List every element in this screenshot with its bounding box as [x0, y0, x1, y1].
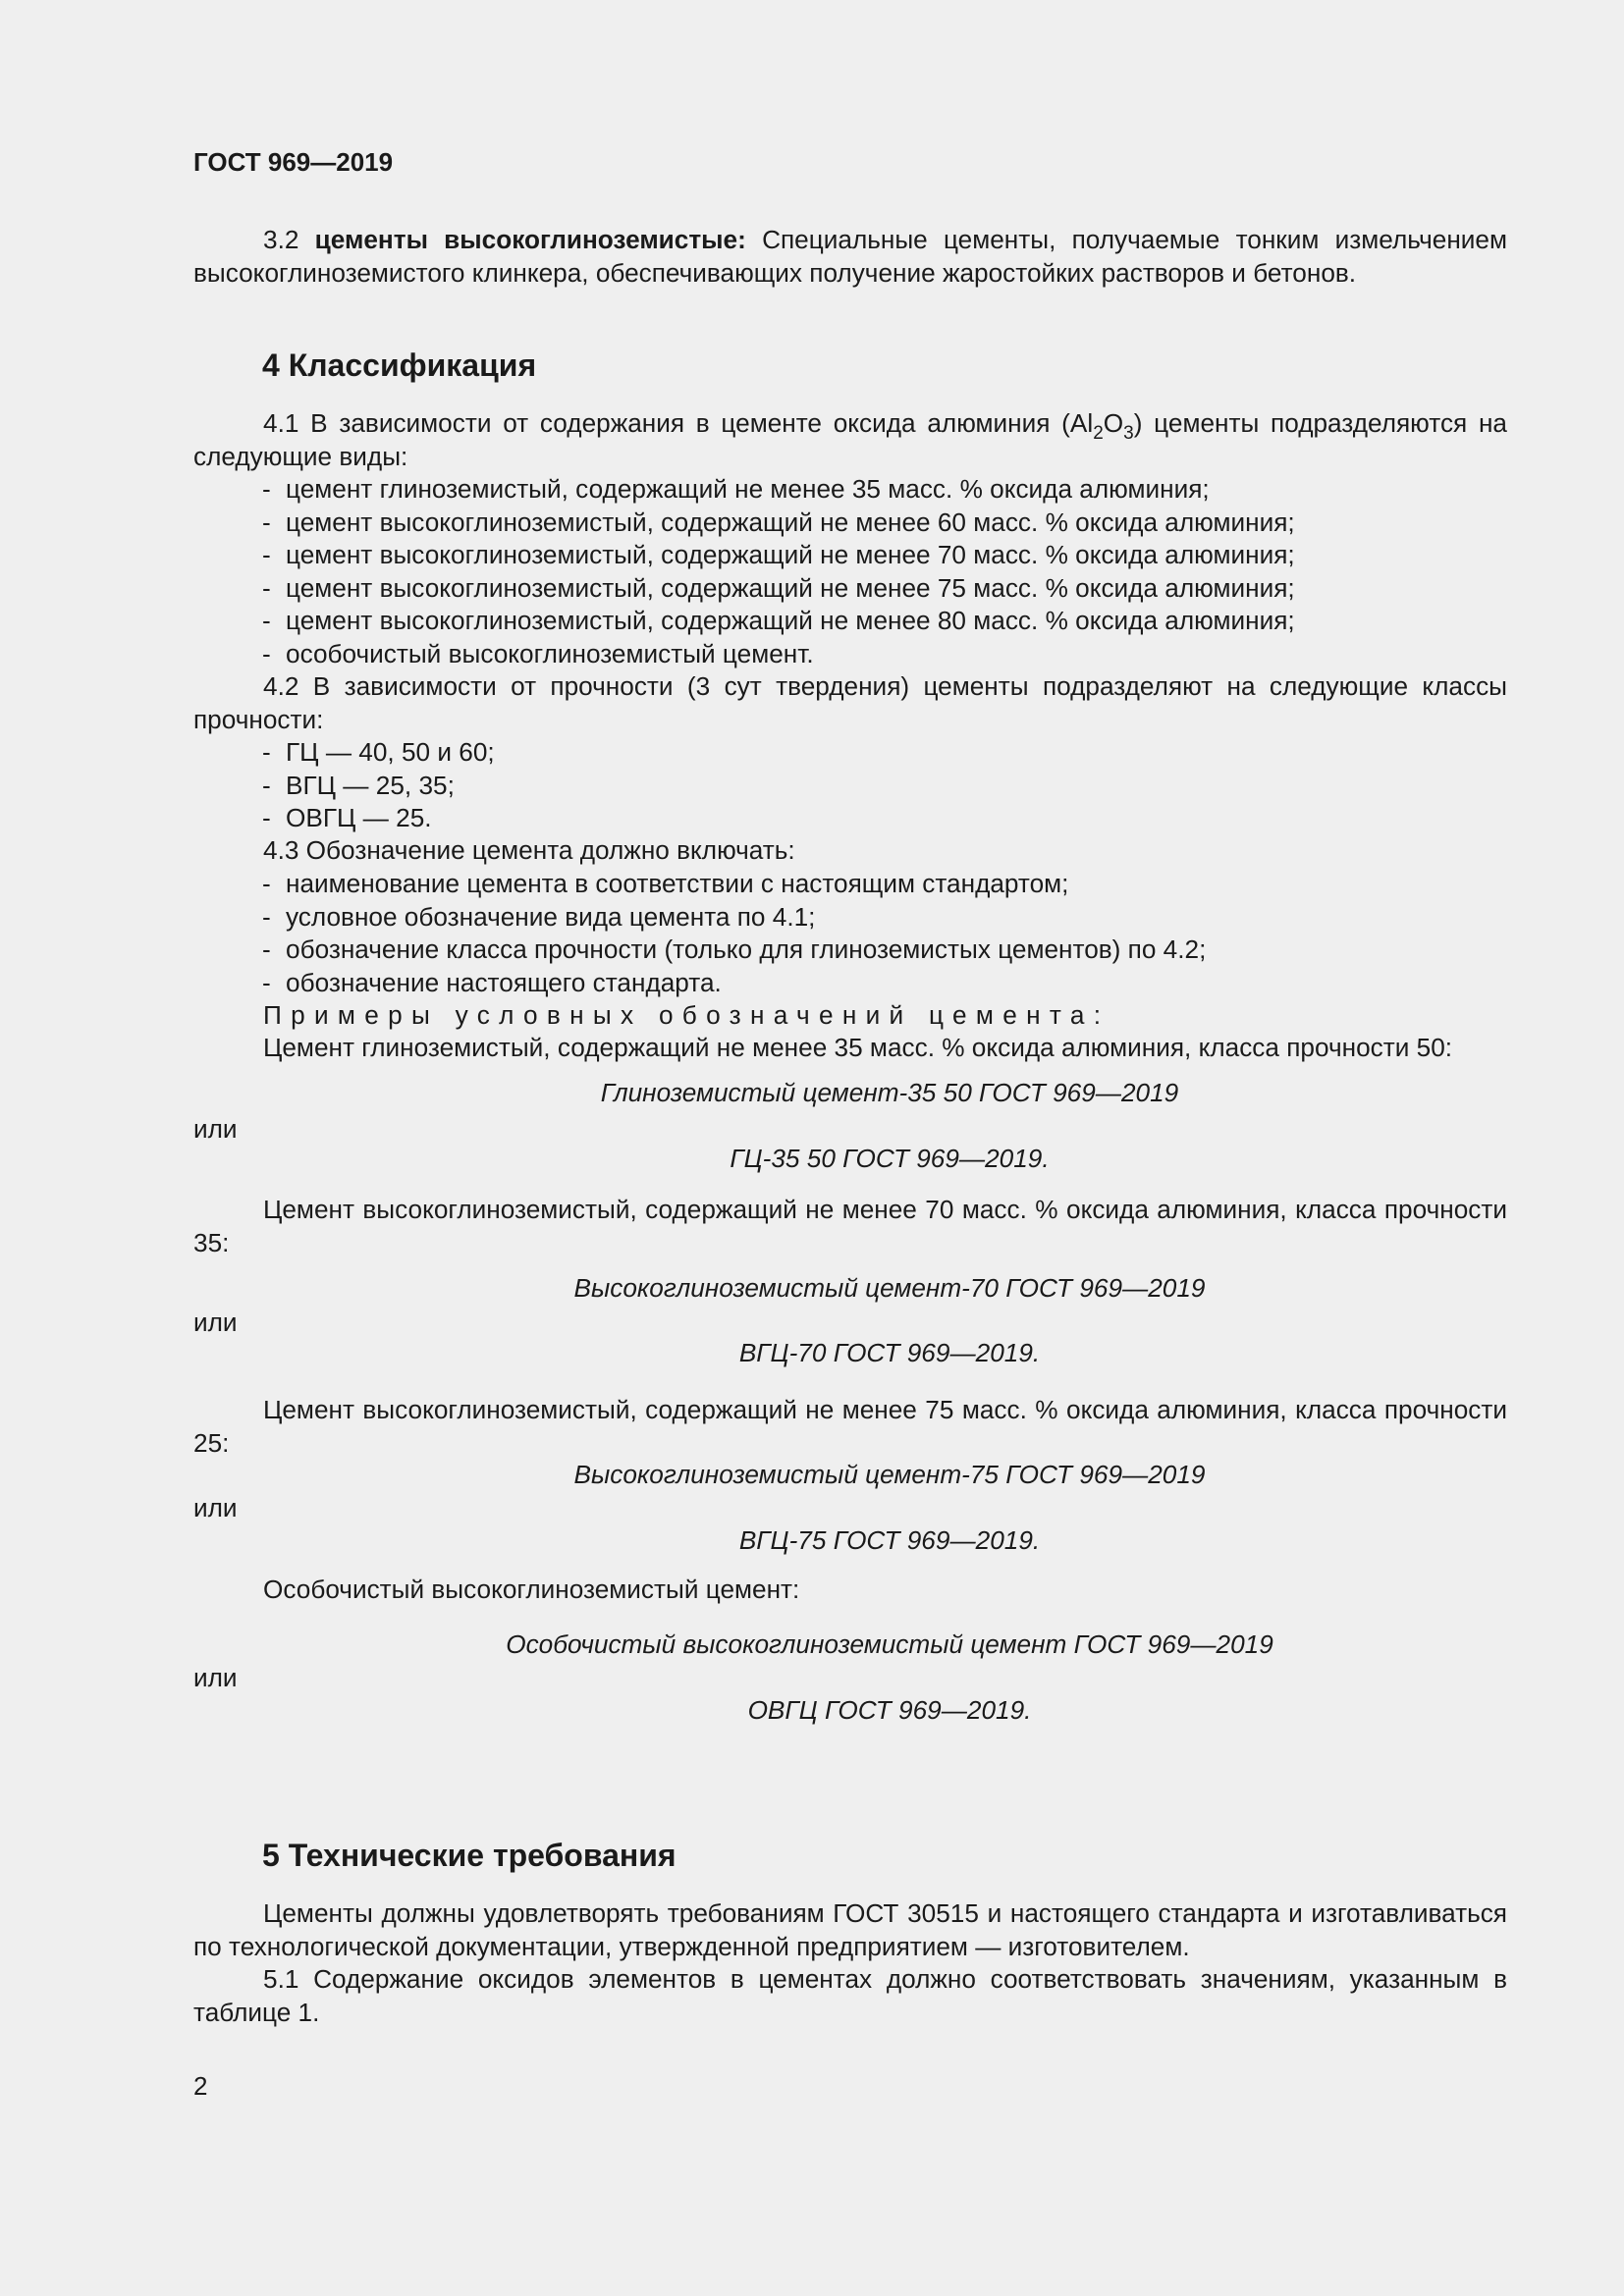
paragraph-4-3: 4.3 Обозначение цемента должно включать:: [263, 835, 795, 865]
page-number: 2: [193, 2071, 208, 2101]
example-2-full: Высокоглиноземистый цемент-70 ГОСТ 969—2019: [573, 1273, 1206, 1303]
paragraph-4-1: 4.1 В зависимости от содержания в цементе оксида алюминия $(Al_2O_3)$ цементы подразделяются на следующие виды:: [193, 408, 1507, 471]
list-item: - наименование цемента в соответствии с настоящим стандартом;: [262, 869, 1069, 898]
cement-types-list: [262, 473, 1507, 670]
definition: Специальные цементы, получаемые тонким измельчением высокоглиноземистого клинкера, обеспечивающих получение жаростойких растворов и бетонов.: [193, 225, 1508, 288]
example-4-text: Особочистый высокоглиноземистый цемент:: [263, 1575, 800, 1604]
designation-list: [262, 868, 1507, 999]
strength-classes-list: [262, 736, 1507, 835]
examples-label: Примеры условных обозначений цемента:: [263, 1000, 1110, 1030]
list-item: - цемент высокоглиноземистый, содержащий не менее 70 масс. % оксида алюминия;: [262, 540, 1295, 569]
list-item: - ГЦ — 40, 50 и 60;: [262, 737, 495, 767]
document-header: ГОСТ 969—2019: [193, 147, 394, 177]
list-item: - особочистый высокоглиноземистый цемент.: [262, 638, 814, 668]
example-1-short: ГЦ-35 50 ГОСТ 969—2019.: [730, 1144, 1050, 1173]
example-3-full: Высокоглиноземистый цемент-75 ГОСТ 969—2019: [573, 1460, 1206, 1489]
list-item: - ОВГЦ — 25.: [262, 803, 432, 832]
example-3-short: ВГЦ-75 ГОСТ 969—2019.: [738, 1525, 1041, 1555]
example-2-short: ВГЦ-70 ГОСТ 969—2019.: [738, 1338, 1041, 1367]
or-label: или: [193, 1114, 238, 1144]
list-item: - цемент высокоглиноземистый, содержащий не менее 75 масс. % оксида алюминия;: [262, 572, 1295, 603]
paragraph-3-2: [193, 224, 1507, 290]
list-item: - условное обозначение вида цемента по 4.1;: [262, 901, 816, 932]
list-item: - цемент высокоглиноземистый, содержащий не менее 80 масс. % оксида алюминия;: [262, 606, 1295, 635]
clause-number: 3.2: [263, 225, 299, 254]
example-1-text: Цемент глиноземистый, содержащий не менее 35 масс. % оксида алюминия, класса прочности 50:: [263, 1033, 1453, 1062]
paragraph-4-2: 4.2 В зависимости от прочности (3 сут твердения) цементы подразделяют на следующие классы прочности:: [193, 671, 1507, 734]
or-label: или: [193, 1308, 238, 1337]
list-item: - обозначение настоящего стандарта.: [262, 967, 722, 997]
paragraph-5-intro: Цементы должны удовлетворять требованиям ГОСТ 30515 и настоящего стандарта и изготавливаться по технологической документации, утвержденной предприятием — изготовителем.: [193, 1898, 1507, 1961]
example-2-text: Цемент высокоглиноземистый, содержащий не менее 70 масс. % оксида алюминия, класса прочности 35:: [193, 1195, 1507, 1257]
example-3-text: Цемент высокоглиноземистый, содержащий не менее 75 масс. % оксида алюминия, класса прочности 25:: [193, 1395, 1507, 1458]
list-item: - цемент глиноземистый, содержащий не менее 35 масс. % оксида алюминия;: [262, 474, 1210, 504]
example-4-short: ОВГЦ ГОСТ 969—2019.: [747, 1695, 1032, 1725]
example-4-full: Особочистый высокоглиноземистый цемент ГОСТ 969—2019: [506, 1629, 1273, 1659]
example-1-full: Глиноземистый цемент-35 50 ГОСТ 969—2019: [600, 1078, 1179, 1107]
section-5-heading: 5 Технические требования: [262, 1838, 677, 1873]
list-item: - обозначение класса прочности (только для глиноземистых цементов) по 4.2;: [262, 934, 1207, 964]
list-item: - ВГЦ — 25, 35;: [262, 770, 455, 800]
or-label: или: [193, 1493, 238, 1522]
paragraph-5-1: 5.1 Содержание оксидов элементов в цементах должно соответствовать значениям, указанным в таблице 1.: [193, 1964, 1507, 2027]
term: цементы высокоглиноземистые:: [314, 225, 746, 254]
list-item: - цемент высокоглиноземистый, содержащий не менее 60 масс. % оксида алюминия;: [262, 507, 1295, 537]
section-4-heading: 4 Классификация: [262, 347, 537, 383]
or-label: или: [193, 1663, 238, 1692]
